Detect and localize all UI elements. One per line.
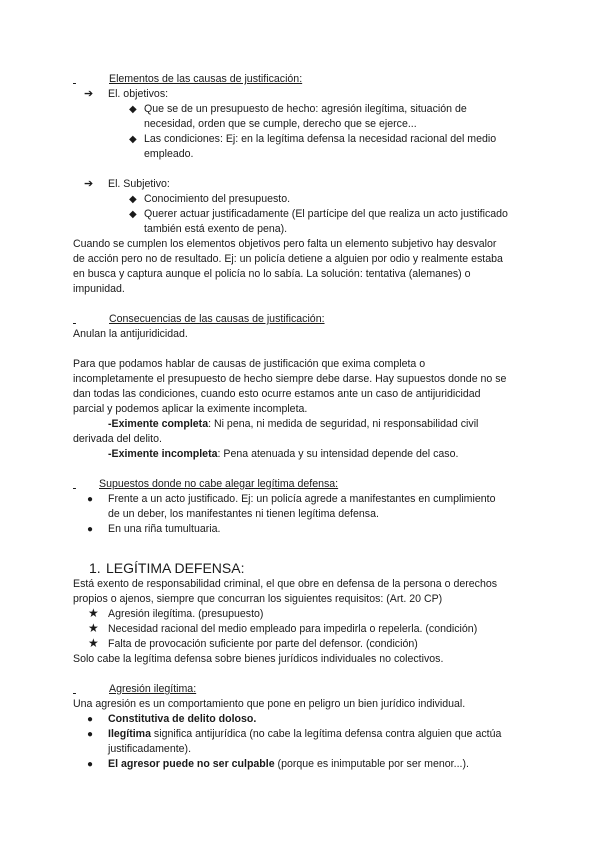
paragraph-causas: Para que podamos hablar de causas de justificación que exima completa o incompletamente el presupuesto de hecho siempre debe darse. Hay supuestos donde no se dan todas las condiciones, cuando esto ocurre estamos ante un caso de antijuridicidad parcial y podemos aplicar la eximente incompleta. xyxy=(73,358,507,415)
paragraph-exento: Está exento de responsabilidad criminal, el que obre en defensa de la persona o derechos propios o ajenos, siempre que concurran los siguientes requisitos: (Art. 20 CP) xyxy=(73,578,498,605)
bullet-dot-icon: ● xyxy=(87,714,94,725)
star-bullet-icon: ★ xyxy=(88,606,99,620)
arrow-item-objetivos: ➔ El. objetivos: xyxy=(84,88,169,100)
bullet-dot-icon: ● xyxy=(87,759,94,770)
bullet-dot-icon: ● xyxy=(87,729,94,740)
section-heading-supuestos: Supuestos donde no cabe alegar legítima defensa: xyxy=(99,478,339,490)
diamond-item: ◆ Querer actuar justificadamente (El partícipe del que realiza un acto justificado también está exento de pena). xyxy=(129,208,508,235)
diamond-bullet-icon: ◆ xyxy=(129,194,137,205)
diamond-bullet-icon: ◆ xyxy=(129,104,137,115)
list-item: ★ Falta de provocación suficiente por parte del defensor. (condición) xyxy=(88,636,418,650)
arrow-item-subjetivo: ➔ El. Subjetivo: xyxy=(84,178,170,190)
diamond-bullet-icon: ◆ xyxy=(129,134,137,145)
paragraph-agresion: Una agresión es un comportamiento que pone en peligro un bien jurídico individual. xyxy=(73,698,466,710)
list-item: ● El agresor puede no ser culpable (porque es inimputable por ser menor...). xyxy=(87,758,469,770)
list-item: ★ Agresión ilegítima. (presupuesto) xyxy=(88,606,264,620)
paragraph-desvalor: Cuando se cumplen los elementos objetivos pero falta un elemento subjetivo hay desvalor de acción pero no de resultado. Ej: un policía detiene a alguien por odio y realmente estaba en busca y captura aunque el policía no lo sabía. La solución: tentativa (alemanes) o impunidad. xyxy=(73,238,503,295)
heading-legitima-defensa: 1. LEGÍTIMA DEFENSA: xyxy=(89,560,245,576)
paragraph-anulan: Anulan la antijuridicidad. xyxy=(73,328,188,340)
diamond-item: ◆ Conocimiento del presupuesto. xyxy=(129,193,291,205)
section-heading-elementos: Elementos de las causas de justificación: xyxy=(109,73,303,85)
bullet-dot-icon: ● xyxy=(87,494,94,505)
arrow-right-icon: ➔ xyxy=(84,178,94,190)
section-heading-consecuencias: Consecuencias de las causas de justificación: xyxy=(109,313,325,325)
paragraph-solo-cabe: Solo cabe la legítima defensa sobre bienes jurídicos individuales no colectivos. xyxy=(73,653,444,665)
star-bullet-icon: ★ xyxy=(88,636,99,650)
list-item: ● Constitutiva de delito doloso. xyxy=(87,713,257,725)
eximente-completa: -Eximente completa: Ni pena, ni medida de seguridad, ni responsabilidad civil derivada del delito. xyxy=(73,418,479,445)
list-item: ● Ilegítima significa antijurídica (no cabe la legítima defensa contra alguien que actúa justificadamente). xyxy=(87,728,502,755)
list-item: ● Frente a un acto justificado. Ej: un policía agrede a manifestantes en cumplimiento de un deber, los manifestantes ni tienen legítima defensa. xyxy=(87,493,496,520)
diamond-bullet-icon: ◆ xyxy=(129,209,137,220)
diamond-item: ◆ Las condiciones: Ej: en la legítima defensa la necesidad racional del medio empleado. xyxy=(129,133,497,160)
star-bullet-icon: ★ xyxy=(88,621,99,635)
arrow-right-icon: ➔ xyxy=(84,88,94,100)
list-item: ★ Necesidad racional del medio empleado para impedirla o repelerla. (condición) xyxy=(88,621,478,635)
bullet-dot-icon: ● xyxy=(87,524,94,535)
document-page xyxy=(73,72,533,772)
eximente-incompleta: -Eximente incompleta: Pena atenuada y su intensidad depende del caso. xyxy=(108,448,459,460)
list-item: ● En una riña tumultuaria. xyxy=(87,523,221,535)
section-heading-agresion: Agresión ilegítima: xyxy=(109,683,197,695)
diamond-item: ◆ Que se de un presupuesto de hecho: agresión ilegítima, situación de necesidad, orden que se cumple, derecho que se ejerce... xyxy=(129,103,467,130)
